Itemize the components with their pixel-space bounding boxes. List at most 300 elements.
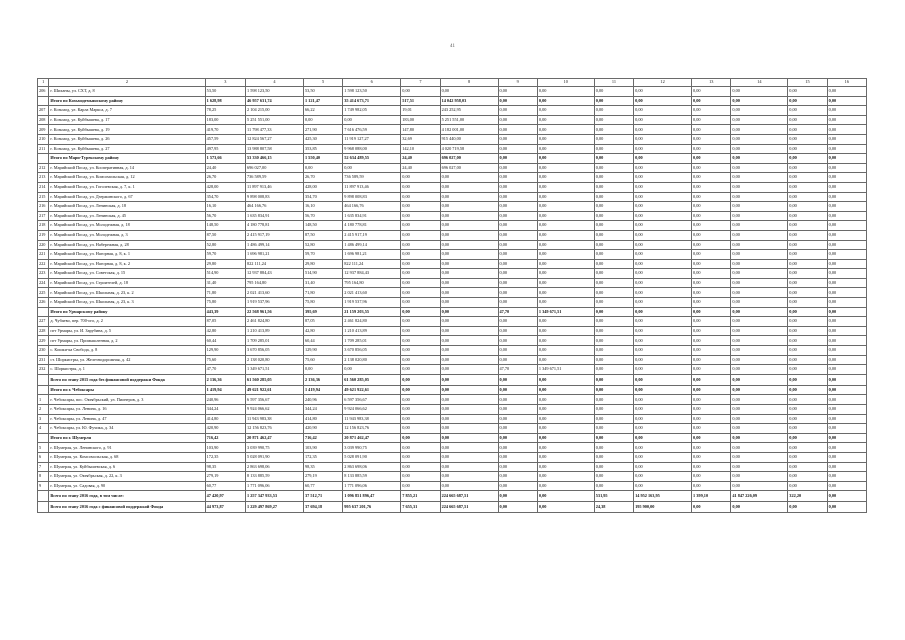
table-row <box>38 472 867 482</box>
address-cell: г. Марийский Посад, ул. Молодежная, д. 18 <box>49 221 205 231</box>
table-row <box>38 355 867 365</box>
value-cell: 822 111,24 <box>246 259 304 269</box>
value-cell: 5 028 091,90 <box>343 452 401 462</box>
table-row <box>38 288 867 298</box>
value-cell: 0,00 <box>827 163 866 173</box>
value-cell: 87,05 <box>205 317 245 327</box>
value-cell: 795 164,80 <box>343 278 401 288</box>
value-cell: 0,00 <box>692 365 731 375</box>
value-cell: 0,00 <box>594 414 633 424</box>
address-cell: Всего по этапу 2015 года без финансовой поддержки Фонда <box>49 374 205 385</box>
value-cell: 0,00 <box>788 462 827 472</box>
value-cell: 0,00 <box>401 240 440 250</box>
value-cell: 12 824 567,27 <box>246 134 304 144</box>
value-cell: 0,00 <box>498 240 537 250</box>
value-cell: 0,00 <box>692 405 731 415</box>
value-cell: 3 039 990,75 <box>343 443 401 453</box>
value-cell: 3 039 990,75 <box>246 443 304 453</box>
value-cell: 0,00 <box>537 278 594 288</box>
value-cell: 0,00 <box>498 502 537 513</box>
table-row <box>38 452 867 462</box>
value-cell: 6 597 356,67 <box>246 395 304 405</box>
value-cell: 8 133 885,59 <box>246 472 304 482</box>
value-cell: 13 988 807,58 <box>246 144 304 154</box>
value-cell: 0,00 <box>827 250 866 260</box>
value-cell: 2 863 698,06 <box>246 462 304 472</box>
value-cell: 0,00 <box>401 462 440 472</box>
row-number-cell: 226 <box>38 298 49 308</box>
value-cell: 0,00 <box>692 433 731 443</box>
value-cell: 0,00 <box>440 346 498 356</box>
value-cell: 464 166,76 <box>246 202 304 212</box>
value-cell: 0,00 <box>731 317 788 327</box>
table-row <box>38 202 867 212</box>
value-cell: 0,00 <box>827 385 866 395</box>
address-cell: пгт Урмары, ул. И. Зарубина, д. 5 <box>49 326 205 336</box>
value-cell: 0,00 <box>440 173 498 183</box>
value-cell: 0,00 <box>731 346 788 356</box>
value-cell: 0,00 <box>401 211 440 221</box>
value-cell: 0,00 <box>788 96 827 106</box>
column-number-cell: 4 <box>246 79 304 87</box>
value-cell: 0,00 <box>827 317 866 327</box>
row-number-cell: 230 <box>38 346 49 356</box>
address-cell: г. Марийский Посад, ул. Нагорная, д. 8, к. 1 <box>49 250 205 260</box>
column-number-cell: 12 <box>634 79 692 87</box>
value-cell: 2 138 020,80 <box>343 355 401 365</box>
value-cell: 0,00 <box>827 374 866 385</box>
value-cell: 0,00 <box>827 443 866 453</box>
value-cell: 0,00 <box>594 221 633 231</box>
value-cell: 0,00 <box>537 452 594 462</box>
value-cell: 24,40 <box>401 163 440 173</box>
value-cell: 457,59 <box>205 134 245 144</box>
column-number-cell: 10 <box>537 79 594 87</box>
value-cell: 0,00 <box>537 182 594 192</box>
address-cell: г. Марийский Посад, ул. Набережная, д. 28 <box>49 240 205 250</box>
value-cell: 129,90 <box>303 346 342 356</box>
value-cell: 0,00 <box>498 96 537 106</box>
address-cell: с. Кошки-ка Свобода, д. 8 <box>49 346 205 356</box>
value-cell: 0,00 <box>827 433 866 443</box>
table-row <box>38 443 867 453</box>
value-cell: 0,00 <box>537 288 594 298</box>
address-cell: пгт Урмары, ул. Промышленная, д. 2 <box>49 336 205 346</box>
value-cell: 0,00 <box>692 424 731 434</box>
value-cell: 0,00 <box>498 405 537 415</box>
value-cell: 0,00 <box>731 211 788 221</box>
value-cell: 0,00 <box>827 346 866 356</box>
value-cell: 0,00 <box>827 395 866 405</box>
address-cell: г. Козьмод, ул. Куйбышева, д. 17 <box>49 115 205 125</box>
value-cell: 0,00 <box>594 307 633 317</box>
value-cell: 2 136,36 <box>303 374 342 385</box>
value-cell: 0,00 <box>498 115 537 125</box>
table-row <box>38 182 867 192</box>
value-cell: 0,00 <box>498 278 537 288</box>
row-number-cell: 215 <box>38 192 49 202</box>
value-cell: 0,00 <box>594 326 633 336</box>
value-cell: 1 709 285,01 <box>343 336 401 346</box>
value-cell: 60,44 <box>303 336 342 346</box>
value-cell: 1 771 096,06 <box>246 481 304 491</box>
value-cell: 0,00 <box>634 355 692 365</box>
table-row <box>38 395 867 405</box>
value-cell: 0,00 <box>440 365 498 375</box>
table-row <box>38 326 867 336</box>
value-cell: 0,00 <box>634 134 692 144</box>
column-number-cell: 6 <box>343 79 401 87</box>
row-number-cell: 2 <box>38 405 49 415</box>
value-cell: 0,00 <box>401 405 440 415</box>
value-cell: 0,00 <box>401 259 440 269</box>
value-cell: 0,00 <box>634 240 692 250</box>
value-cell: 0,00 <box>440 192 498 202</box>
value-cell: 0,00 <box>788 365 827 375</box>
value-cell: 0,00 <box>498 259 537 269</box>
value-cell: 0,00 <box>498 443 537 453</box>
value-cell: 0,00 <box>498 250 537 260</box>
value-cell: 37 512,71 <box>303 491 342 502</box>
value-cell: 0,00 <box>692 472 731 482</box>
value-cell: 42,80 <box>205 326 245 336</box>
value-cell: 0,00 <box>692 317 731 327</box>
value-cell: 0,00 <box>788 414 827 424</box>
value-cell: 0,00 <box>537 96 594 106</box>
table-row <box>38 405 867 415</box>
value-cell: 0,00 <box>634 433 692 443</box>
value-cell: 1 919 537,96 <box>343 298 401 308</box>
value-cell: 0,00 <box>827 405 866 415</box>
value-cell: 0,00 <box>634 326 692 336</box>
value-cell: 0,00 <box>731 96 788 106</box>
value-cell: 0,00 <box>498 462 537 472</box>
value-cell: 14 042 958,03 <box>440 96 498 106</box>
value-cell: 0,00 <box>401 336 440 346</box>
value-cell: 0,00 <box>788 443 827 453</box>
value-cell: 0,00 <box>498 288 537 298</box>
address-cell: г. Марийский Посад, ул. Советская, д. 15 <box>49 269 205 279</box>
column-number-cell: 13 <box>692 79 731 87</box>
value-cell: 1 486 499,14 <box>343 240 401 250</box>
subtotal-row <box>38 96 867 106</box>
value-cell: 0,00 <box>401 298 440 308</box>
value-cell: 0,00 <box>692 336 731 346</box>
value-cell: 0,00 <box>634 298 692 308</box>
address-cell: д. Чубаево, пер. 700-ого, д. 2 <box>49 317 205 327</box>
value-cell: 0,00 <box>537 87 594 97</box>
value-cell: 279,19 <box>303 472 342 482</box>
row-number-cell: 4 <box>38 424 49 434</box>
value-cell: 1 919 537,96 <box>246 298 304 308</box>
value-cell: 78,25 <box>205 106 245 116</box>
value-cell: 0,00 <box>594 424 633 434</box>
value-cell: 414,80 <box>303 414 342 424</box>
value-cell: 71,80 <box>303 288 342 298</box>
value-cell: 0,00 <box>440 307 498 317</box>
value-cell: 0,00 <box>401 395 440 405</box>
value-cell: 696 027,00 <box>440 163 498 173</box>
row-number-cell: 209 <box>38 125 49 135</box>
column-number-cell: 15 <box>788 79 827 87</box>
page-number: 41 <box>450 44 455 49</box>
value-cell: 0,00 <box>440 278 498 288</box>
value-cell: 0,00 <box>788 385 827 395</box>
table-row <box>38 240 867 250</box>
value-cell: 0,00 <box>692 395 731 405</box>
value-cell: 0,00 <box>537 405 594 415</box>
value-cell: 0,00 <box>731 115 788 125</box>
value-cell: 0,00 <box>827 211 866 221</box>
value-cell: 0,00 <box>788 317 827 327</box>
value-cell: 0,00 <box>731 385 788 395</box>
value-cell: 44 973,87 <box>205 502 245 513</box>
value-cell: 0,00 <box>692 307 731 317</box>
value-cell: 443,39 <box>205 307 245 317</box>
value-cell: 5 028 091,90 <box>246 452 304 462</box>
address-cell: Итого по Козьмодемьянскому району <box>49 96 205 106</box>
value-cell: 0,00 <box>731 414 788 424</box>
value-cell: 0,00 <box>498 230 537 240</box>
value-cell: 0,00 <box>634 307 692 317</box>
value-cell: 0,00 <box>537 259 594 269</box>
value-cell: 0,00 <box>692 278 731 288</box>
value-cell: 0,00 <box>401 443 440 453</box>
value-cell: 0,00 <box>634 278 692 288</box>
value-cell: 1 257 347 933,53 <box>246 491 304 502</box>
address-cell: г. Марийский Посад, ул. Ленинская, д. 18 <box>49 202 205 212</box>
value-cell: 0,00 <box>594 202 633 212</box>
value-cell: 0,00 <box>594 317 633 327</box>
value-cell: 1 598 123,50 <box>343 87 401 97</box>
value-cell: 0,00 <box>537 491 594 502</box>
value-cell: 0,00 <box>827 87 866 97</box>
address-cell: г. Чебоксары, ул. Ленина, д. 47 <box>49 414 205 424</box>
value-cell: 9 924 066,62 <box>246 405 304 415</box>
value-cell: 2 415 917,19 <box>343 230 401 240</box>
value-cell: 0,00 <box>788 278 827 288</box>
value-cell: 0,00 <box>303 115 342 125</box>
value-cell: 0,00 <box>692 481 731 491</box>
value-cell: 11 897 913,46 <box>343 182 401 192</box>
value-cell: 0,00 <box>594 125 633 135</box>
value-cell: 16,10 <box>303 202 342 212</box>
value-cell: 0,00 <box>537 433 594 443</box>
value-cell: 0,00 <box>788 395 827 405</box>
value-cell: 7 855,21 <box>401 491 440 502</box>
value-cell: 0,00 <box>692 182 731 192</box>
value-cell: 0,00 <box>537 502 594 513</box>
table-row <box>38 144 867 154</box>
row-number-cell: 1 <box>38 395 49 405</box>
value-cell: 0,00 <box>731 125 788 135</box>
value-cell: 0,00 <box>827 462 866 472</box>
value-cell: 0,00 <box>634 202 692 212</box>
address-cell: г. Марийский Посад, ул. Школьная, д. 23, к. 2 <box>49 288 205 298</box>
value-cell: 0,00 <box>440 202 498 212</box>
value-cell: 224 665 687,51 <box>440 502 498 513</box>
value-cell: 0,00 <box>634 154 692 164</box>
table-row <box>38 346 867 356</box>
value-cell: 0,00 <box>401 288 440 298</box>
value-cell: 0,00 <box>731 221 788 231</box>
value-cell: 0,00 <box>498 326 537 336</box>
value-cell: 224 665 687,51 <box>440 491 498 502</box>
value-cell: 5 251 551,00 <box>440 115 498 125</box>
value-cell: 0,00 <box>440 326 498 336</box>
value-cell: 0,00 <box>594 433 633 443</box>
value-cell: 0,00 <box>440 424 498 434</box>
value-cell: 0,00 <box>692 502 731 513</box>
value-cell: 0,00 <box>594 96 633 106</box>
value-cell: 59,70 <box>303 250 342 260</box>
table-row <box>38 125 867 135</box>
value-cell: 42,80 <box>303 326 342 336</box>
value-cell: 428,00 <box>303 182 342 192</box>
table-row <box>38 115 867 125</box>
row-number-cell: 227 <box>38 317 49 327</box>
value-cell: 0,00 <box>788 221 827 231</box>
value-cell: 2 021 413,60 <box>343 288 401 298</box>
value-cell: 0,00 <box>401 173 440 183</box>
value-cell: 2 136,36 <box>205 374 245 385</box>
value-cell: 19,01 <box>401 106 440 116</box>
value-cell: 147,80 <box>401 125 440 135</box>
value-cell: 148,50 <box>303 221 342 231</box>
value-cell: 2 863 698,06 <box>343 462 401 472</box>
value-cell: 0,00 <box>731 192 788 202</box>
table-row <box>38 259 867 269</box>
value-cell: 0,00 <box>731 452 788 462</box>
value-cell: 0,00 <box>594 240 633 250</box>
value-cell: 0,00 <box>827 144 866 154</box>
address-cell: г. Чебоксары, ул. Ю. Фучика, д. 34 <box>49 424 205 434</box>
value-cell: 0,00 <box>827 278 866 288</box>
value-cell: 0,00 <box>594 395 633 405</box>
value-cell: 0,00 <box>788 173 827 183</box>
row-number-cell <box>38 374 49 385</box>
value-cell: 0,00 <box>343 115 401 125</box>
value-cell: 0,00 <box>537 163 594 173</box>
value-cell: 0,00 <box>594 278 633 288</box>
value-cell: 2 415 917,19 <box>246 230 304 240</box>
value-cell: 0,00 <box>788 163 827 173</box>
value-cell: 0,00 <box>594 385 633 395</box>
value-cell: 0,00 <box>731 502 788 513</box>
value-cell: 344,24 <box>303 405 342 415</box>
value-cell: 0,00 <box>788 134 827 144</box>
value-cell: 3 670 856,05 <box>343 346 401 356</box>
table-row <box>38 211 867 221</box>
value-cell: 3 670 856,05 <box>246 346 304 356</box>
value-cell: 0,00 <box>692 414 731 424</box>
row-number-cell: 232 <box>38 365 49 375</box>
row-number-cell: 6 <box>38 452 49 462</box>
value-cell: 0,00 <box>788 452 827 462</box>
value-cell: 0,00 <box>401 307 440 317</box>
value-cell: 0,00 <box>498 163 537 173</box>
value-cell: 0,00 <box>401 414 440 424</box>
value-cell: 7 616 476,59 <box>343 125 401 135</box>
value-cell: 0,00 <box>594 250 633 260</box>
value-cell: 0,00 <box>634 385 692 395</box>
value-cell: 0,00 <box>731 259 788 269</box>
value-cell: 0,00 <box>594 134 633 144</box>
value-cell: 0,00 <box>440 374 498 385</box>
address-cell: г. Марийский Посад, ул. Кооперативная, д. 14 <box>49 163 205 173</box>
value-cell: 66,22 <box>303 106 342 116</box>
capital-repair-table <box>37 78 867 513</box>
value-cell: 0,00 <box>827 182 866 192</box>
table-row <box>38 163 867 173</box>
value-cell: 0,00 <box>440 395 498 405</box>
value-cell: 0,00 <box>634 163 692 173</box>
value-cell: 0,00 <box>634 259 692 269</box>
row-number-cell <box>38 307 49 317</box>
value-cell: 0,00 <box>594 405 633 415</box>
value-cell: 4 180 778,81 <box>343 221 401 231</box>
value-cell: 1 635 834,91 <box>343 211 401 221</box>
value-cell: 0,00 <box>537 443 594 453</box>
value-cell: 47,70 <box>498 307 537 317</box>
value-cell: 0,00 <box>827 154 866 164</box>
value-cell: 0,00 <box>692 462 731 472</box>
value-cell: 0,00 <box>827 192 866 202</box>
value-cell: 0,00 <box>788 424 827 434</box>
value-cell: 0,00 <box>827 365 866 375</box>
value-cell: 0,00 <box>634 144 692 154</box>
value-cell: 0,00 <box>634 346 692 356</box>
stage-total-row <box>38 502 867 513</box>
value-cell: 0,00 <box>401 346 440 356</box>
row-number-cell: 231 <box>38 355 49 365</box>
table-row <box>38 481 867 491</box>
value-cell: 0,00 <box>827 259 866 269</box>
value-cell: 1 229 497 869,27 <box>246 502 304 513</box>
table-row <box>38 336 867 346</box>
value-cell: 0,00 <box>594 443 633 453</box>
value-cell: 142,10 <box>401 144 440 154</box>
value-cell: 716,42 <box>205 433 245 443</box>
row-number-cell: 224 <box>38 278 49 288</box>
value-cell: 0,00 <box>692 385 731 395</box>
value-cell: 0,00 <box>731 144 788 154</box>
value-cell: 0,00 <box>731 481 788 491</box>
value-cell: 0,00 <box>440 250 498 260</box>
address-cell: г. Шумерля, ул. Садовая, д. 90 <box>49 481 205 491</box>
value-cell: 0,00 <box>594 192 633 202</box>
value-cell: 0,00 <box>827 115 866 125</box>
value-cell: 103,90 <box>205 443 245 453</box>
value-cell: 0,00 <box>731 336 788 346</box>
value-cell: 0,00 <box>498 424 537 434</box>
value-cell: 52,80 <box>303 240 342 250</box>
value-cell: 0,00 <box>537 298 594 308</box>
value-cell: 0,00 <box>827 134 866 144</box>
table-row <box>38 317 867 327</box>
value-cell: 0,00 <box>594 115 633 125</box>
value-cell: 0,00 <box>440 462 498 472</box>
value-cell: 0,00 <box>731 365 788 375</box>
value-cell: 1 598 123,50 <box>246 87 304 97</box>
value-cell: 0,00 <box>788 269 827 279</box>
value-cell: 26,70 <box>303 173 342 183</box>
value-cell: 0,00 <box>498 211 537 221</box>
address-cell: г. Козьмод, ул. Куйбышева, д. 19 <box>49 125 205 135</box>
value-cell: 32,69 <box>401 134 440 144</box>
value-cell: 2 104 215,00 <box>246 106 304 116</box>
value-cell: 0,00 <box>303 365 342 375</box>
